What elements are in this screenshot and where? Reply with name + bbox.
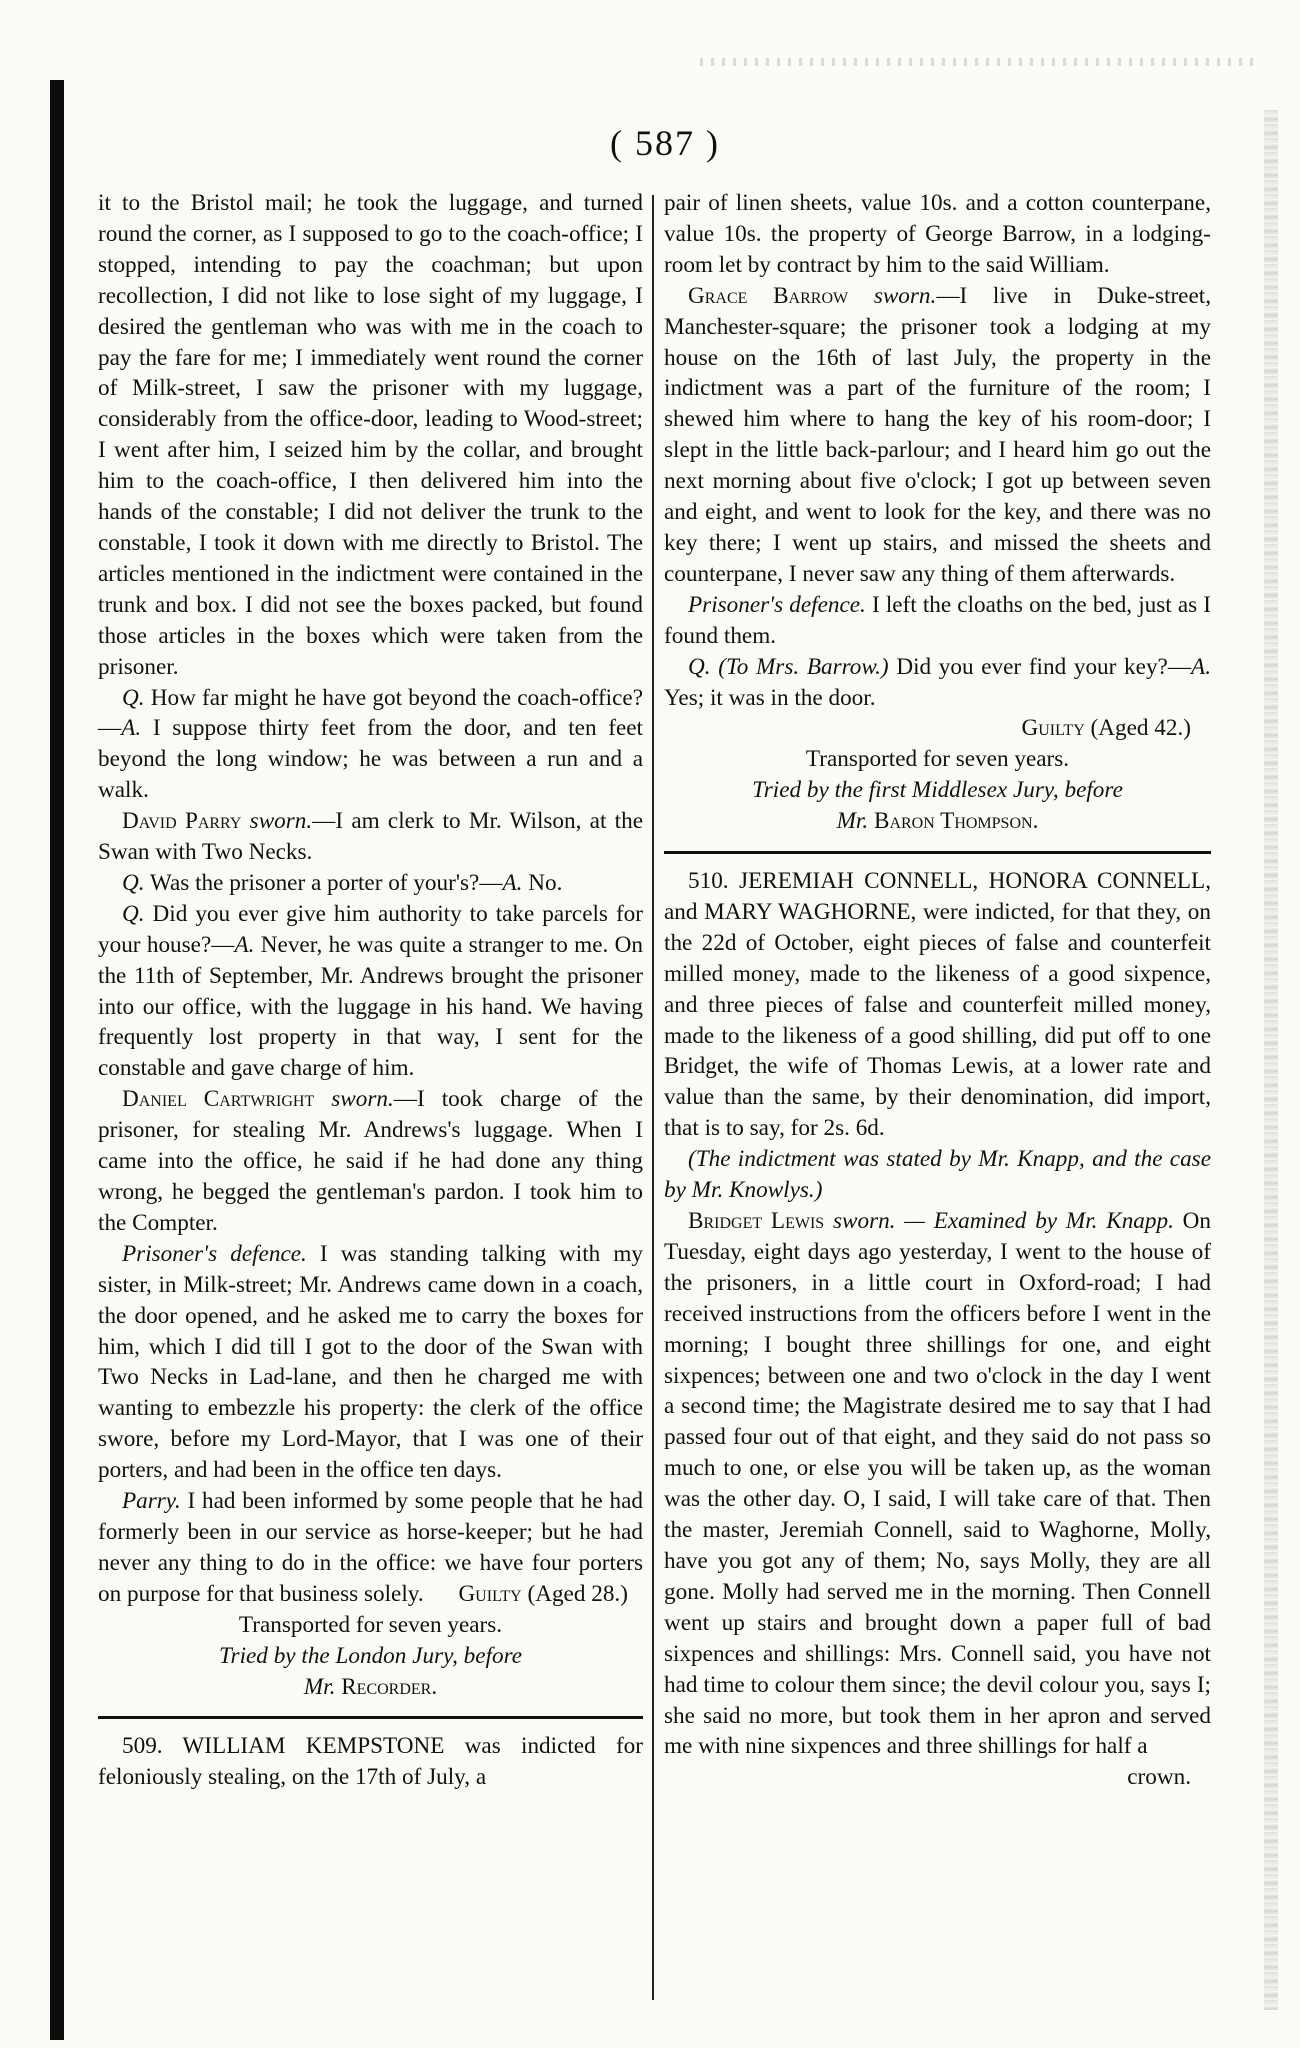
paragraph: 509. WILLIAM KEMPSTONE was indicted for feloniously stealing, on the 17th of July, a: [98, 1733, 643, 1791]
verdict-line: [664, 713, 1211, 744]
age: (Aged 28.): [521, 1580, 628, 1607]
judge-line: [664, 806, 1211, 837]
text: Never, he was quite a stranger to me. On the 11th of September, Mr. Andrews brought the prisoner into our office, with the luggage in his hand. We having frequently lost property in that way, I sent for the constable and gave charge of him.: [98, 931, 643, 1082]
paragraph: [98, 683, 643, 807]
paragraph: [664, 281, 1211, 590]
paragraph: [98, 1239, 643, 1486]
answer-marker: A.: [234, 931, 255, 958]
age: (Aged 42.): [1084, 715, 1191, 742]
defence-label: Prisoner's defence.: [122, 1240, 307, 1267]
paragraph: [664, 590, 1211, 652]
page-edge-bleed: [1264, 110, 1278, 2010]
answer-marker: A.: [1191, 653, 1211, 680]
sworn-label: sworn.: [331, 1086, 394, 1113]
text: I had been informed by some people that he had formerly been in our service as horse-keeper; but he had never any thing to do in the office: we have four porters on purpose for that business solely.: [98, 1488, 643, 1607]
paragraph: (The indictment was stated by Mr. Knapp, and the case by Mr. Knowlys.): [664, 1146, 1211, 1204]
page-gutter-shadow: [50, 80, 64, 2040]
tried-by: Tried by the first Middlesex Jury, before: [752, 777, 1123, 804]
text: —I live in Duke-street, Manchester-square; the prisoner took a lodging at my house on the 16th of last July, the property in the indictment was a part of the furniture of the room; I shewed him where to hang the key of his room-door; I slept in the little back-parlour; and I heard him go out the next morning about five o'clock; I got up between seven and eight, and went to look for the key, and there was no key there; I went up stairs, and missed the sheets and counterpane, I never saw any thing of them afterwards.: [664, 282, 1212, 587]
witness-name: Daniel Cartwright: [122, 1086, 315, 1113]
sworn-label: sworn.: [873, 282, 937, 309]
text: Yes; it was in the door.: [664, 684, 876, 711]
text: I was standing talking with my sister, in Milk-street; Mr. Andrews came down in a coach, the door opened, and he asked me to carry the boxes for him, which I did till I got to the door of the Swan with Two Necks in Lad-lane, and then he charged me with wanting to embezzle his property: the clerk of the office swore, before my Lord-Mayor, that I was one of their porters, and had been in the office ten days.: [98, 1240, 643, 1484]
text: —I am clerk to Mr. Wilson, at the Swan with Two Necks.: [98, 808, 643, 866]
verdict: Guilty: [458, 1580, 522, 1607]
witness-name: Bridget Lewis: [688, 1208, 825, 1234]
column-divider: [652, 195, 654, 2000]
paragraph: [98, 1084, 643, 1239]
right-column: [664, 188, 1211, 1793]
paragraph: [98, 899, 643, 1084]
paragraph: [98, 868, 643, 899]
judge-name: Baron Thompson.: [873, 808, 1039, 835]
section-rule: [664, 851, 1211, 854]
answer-marker: A.: [502, 869, 523, 896]
section-rule: [98, 1716, 643, 1719]
judge-prefix: Mr.: [303, 1673, 342, 1700]
left-column: [98, 188, 643, 1793]
question-marker: Q.: [688, 653, 711, 680]
text: —I took charge of the prisoner, for stealing Mr. Andrews's luggage. When I came into the office, he said if he had done any thing wrong, he begged the gentleman's pardon. I took him to the Compter.: [98, 1086, 643, 1236]
paragraph: [664, 1206, 1211, 1762]
speaker-label: Parry.: [122, 1488, 181, 1515]
addressee: (To Mrs. Barrow.): [710, 653, 889, 680]
question-marker: Q.: [122, 869, 145, 896]
scan-noise: [700, 58, 1260, 66]
verdict: Guilty: [1021, 715, 1085, 742]
paragraph: [98, 806, 643, 868]
paragraph: 510. JEREMIAH CONNELL, HONORA CONNELL, and MARY WAGHORNE, were indicted, for that they, on the 22d of October, eight pieces of false and counterfeit milled money, made to the likeness of a good sixpence, and three pieces of false and counterfeit milled money, made to the likeness of a good shilling, did put off to one Bridget, the wife of Thomas Lewis, at a lower rate and value than the same, by their denomination, did import, that is to say, for 2s. 6d.: [664, 868, 1211, 1142]
text: I suppose thirty feet from the door, and ten feet beyond the long window; he was between a run and a walk.: [98, 715, 643, 804]
paragraph: [664, 652, 1211, 714]
paragraph: [98, 1486, 643, 1610]
text: Was the prisoner a porter of your's?—: [144, 869, 503, 896]
catchword: crown.: [1127, 1764, 1191, 1791]
judge-name: Recorder.: [341, 1673, 438, 1700]
text: No.: [522, 869, 563, 896]
tried-by: Tried by the London Jury, before: [218, 1642, 523, 1669]
examined-label: — Examined by Mr. Knapp.: [895, 1208, 1174, 1234]
sworn-label: sworn.: [832, 1208, 896, 1234]
page-number: ( 587 ): [610, 123, 720, 163]
judge-prefix: Mr.: [836, 808, 874, 835]
text: How far might he have got beyond the coach-office?—: [98, 684, 643, 742]
text: I left the cloaths on the bed, just as I found them.: [664, 591, 1211, 649]
text: Did you ever give him authority to take parcels for your house?—: [98, 900, 643, 958]
defence-label: Prisoner's defence.: [688, 591, 866, 618]
question-marker: Q.: [122, 900, 145, 927]
judge-line: [98, 1672, 643, 1703]
sentence: Transported for seven years.: [805, 746, 1070, 773]
witness-name: Grace Barrow: [688, 282, 849, 309]
paragraph: pair of linen sheets, value 10s. and a cotton counterpane, value 10s. the property of George Barrow, in a lodging-room let by contract by him to the said William.: [664, 190, 1211, 278]
answer-marker: A.: [121, 715, 142, 742]
text: Did you ever find your key?—: [888, 653, 1192, 680]
text: On Tuesday, eight days ago yesterday, I went to the house of the prisoners, in a little court in Oxford-road; I had received instructions from the officers before I went in the morning; I bought three shillings for one, and eight sixpences; between one and two o'clock in the day I went a second time; the Magistrate desired me to say that I had passed four out of that eight, and they said do not pass so much to one, or else you will be taken up, as the woman was the other day. O, I said, I will take care of that. Then the master, Jeremiah Connell, said to Waghorne, Molly, have you got any of them; No, says Molly, they are all gone. Molly had served me in the morning. Then Connell went up stairs and brought down a paper full of bad sixpences and shillings: Mrs. Connell said, you have not had time to colour them since; the devil colour you, says I; she said no more, but took them in her apron and served me with nine sixpences and three shillings for half a: [664, 1208, 1212, 1760]
witness-name: David Parry: [122, 808, 242, 835]
paragraph: it to the Bristol mail; he took the luggage, and turned round the corner, as I supposed to go to the coach-office; I stopped, intending to pay the coachman; but upon recollection, I did not like to lose sight of my luggage, I desired the gentleman who was with me in the coach to pay the fare for me; I immediately went round the corner of Milk-street, I saw the prisoner with my luggage, considerably from the office-door, leading to Wood-street; I went after him, I seized him by the collar, and brought him to the coach-office, I then delivered him into the hands of the constable; I did not deliver the trunk to the constable, I took it down with me directly to Bristol. The articles mentioned in the indictment were contained in the trunk and box. I did not see the boxes packed, but found those articles in the boxes which were taken from the prisoner.: [98, 190, 643, 680]
question-marker: Q.: [122, 684, 145, 711]
sentence: Transported for seven years.: [238, 1611, 503, 1638]
sworn-label: sworn.: [249, 808, 313, 835]
